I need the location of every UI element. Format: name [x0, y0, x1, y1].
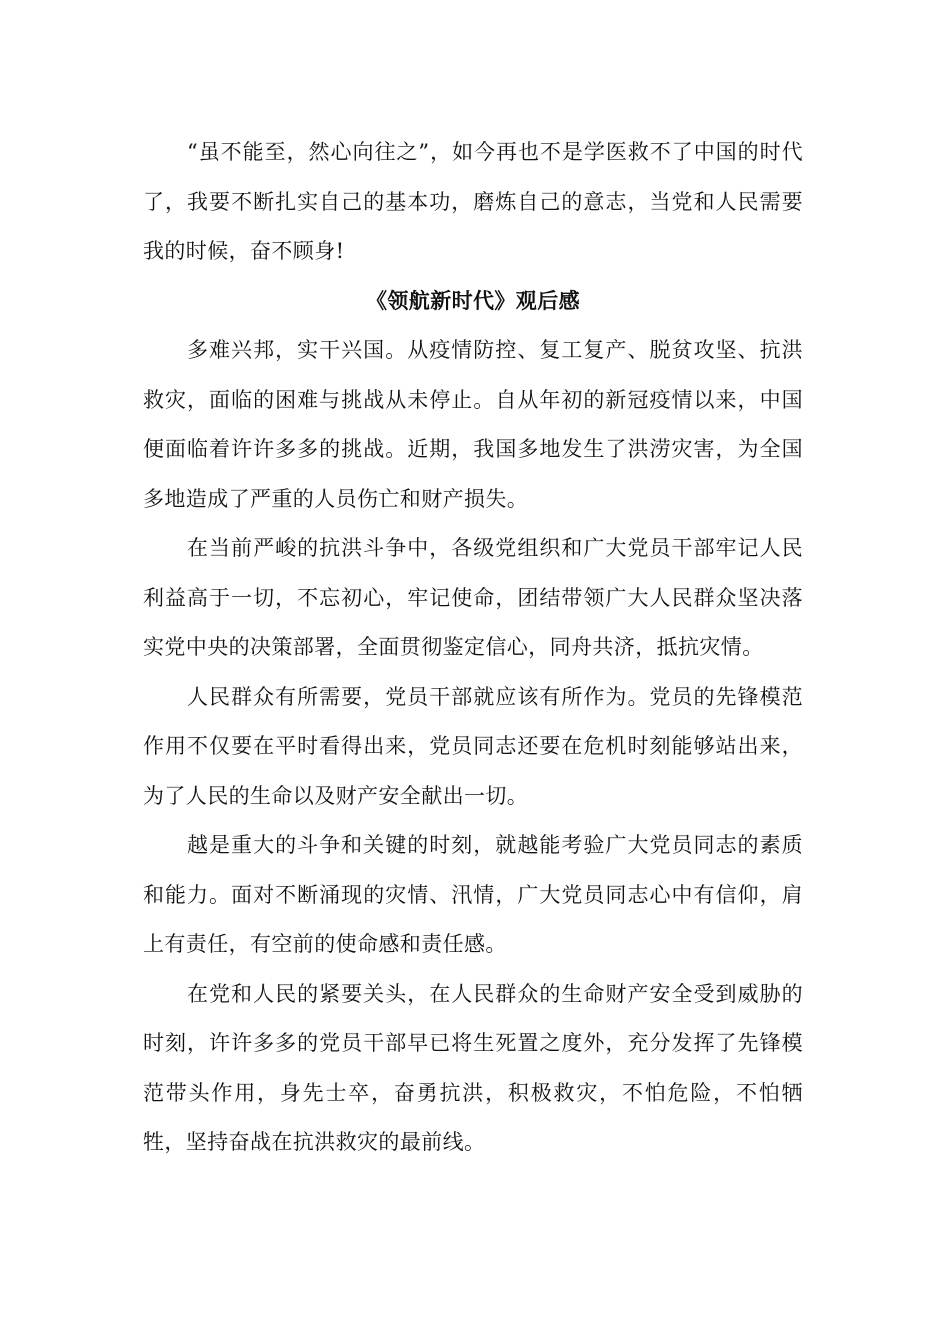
body-paragraph: 人民群众有所需要，党员干部就应该有所作为。党员的先锋模范作用不仅要在平时看得出来，党员同志还要在危机时刻能够站出来，为了人民的生命以及财产安全献出一切。: [143, 684, 803, 808]
body-paragraph: 越是重大的斗争和关键的时刻，就越能考验广大党员同志的素质和能力。面对不断涌现的灾情、汛情，广大党员同志心中有信仰，肩上有责任，有空前的使命感和责任感。: [143, 833, 803, 956]
document-title: 《领航新时代》观后感: [366, 288, 580, 313]
document-body: [143, 128, 803, 1168]
body-paragraph: 在党和人民的紧要关头，在人民群众的生命财产安全受到威胁的时刻，许许多多的党员干部早已将生死置之度外，充分发挥了先锋模范带头作用，身先士卒，奋勇抗洪，积极救灾，不怕危险，不怕牺牲，坚持奋战在抗洪救灾的最前线。: [143, 981, 803, 1154]
intro-paragraph: “虽不能至，然心向往之”，如今再也不是学医救不了中国的时代了，我要不断扎实自己的基本功，磨炼自己的意志，当党和人民需要我的时候，奋不顾身!: [143, 140, 803, 263]
body-paragraph: 多难兴邦，实干兴国。从疫情防控、复工复产、脱贫攻坚、抗洪救灾，面临的困难与挑战从未停止。自从年初的新冠疫情以来，中国便面临着许许多多的挑战。近期，我国多地发生了洪涝灾害，为全国多地造成了严重的人员伤亡和财产损失。: [143, 338, 803, 511]
body-paragraph: 在当前严峻的抗洪斗争中，各级党组织和广大党员干部牢记人民利益高于一切，不忘初心，牢记使命，团结带领广大人民群众坚决落实党中央的决策部署，全面贯彻鉴定信心，同舟共济，抵抗灾情。: [143, 536, 803, 659]
